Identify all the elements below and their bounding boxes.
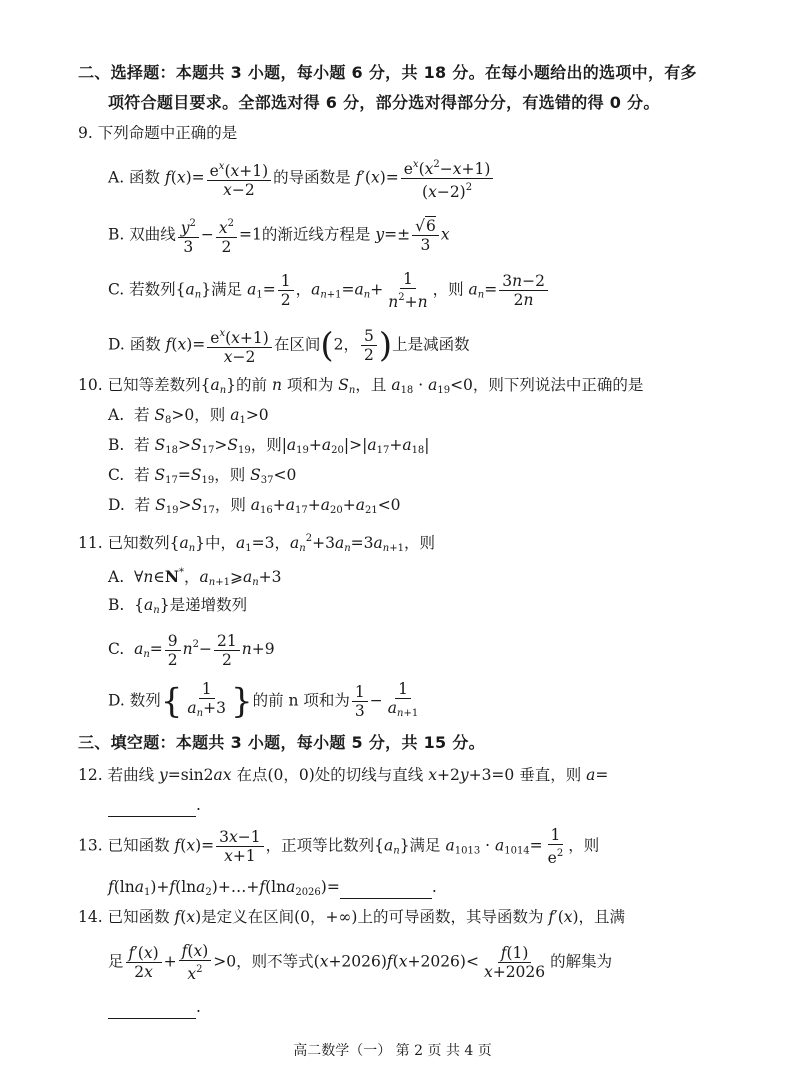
q9-b-mid: 的渐近线方程是 [261, 225, 371, 244]
q12-answer-line [108, 794, 201, 817]
q13-answer-blank[interactable] [340, 876, 432, 899]
q11-option-a: A. ∀n∈N*，$a_{n+1}⩾a_n+3$ [108, 567, 282, 588]
q14-answer-blank[interactable] [108, 996, 196, 1019]
q12-answer-blank[interactable] [108, 794, 196, 817]
q10-option-d: D. 若 $S_{19}>S_{17}$，则 $a_{16}+a_{17}+a_{20}+a_{21}<0$ [108, 496, 401, 516]
q13-line1: 13. 已知函数 f(x)= $\frac{3x-1}{x+1}$ ，正项等比数列$\{a_n\}$满足 $a_{1013} \cdot a_{1014}=$ $\frac{1}{e^2}$ ，则 [78, 826, 600, 867]
q9-option-a: A. 函数 f(x)= $\frac{e^x(x+1)}{x-2}$ 的导函数是 f′(x)= $\frac{e^x(x^2-x+1)}{(x-2)^2}$ [108, 156, 495, 201]
q9-option-d: D. 函数 f(x)= $\frac{e^x(x+1)}{x-2}$ 在区间(2， $\frac{5}{2}$ )上是减函数 [108, 325, 470, 366]
q11-option-b: B. $\{a_n\}$是递增数列 [108, 596, 248, 616]
q14-line2-label: 足 [108, 952, 124, 971]
q9-c-then: ，则 [432, 280, 464, 299]
q13-then: ，则 [568, 836, 600, 855]
q9-a-mid: 的导函数是 [273, 168, 351, 187]
q9-option-c: C. 若数列$\{a_n\}$满足 $a_1=$ $\frac{1}{2}$ ，$a_{n+1}=a_n+$ $\frac{1}{n^2+n}$ ，则 $a_n=$ $\frac{3n-2}{2n}$ [108, 270, 550, 315]
page-footer: 高二数学（一） 第 2 页 共 4 页 [293, 1043, 492, 1059]
q13-line2: f(lna$_1$)+f(lna$_2$)+…+f(lna$_{2026}$)= . [108, 878, 437, 898]
q9-b-label: B. 双曲线 [108, 225, 176, 244]
q14-end: . [196, 998, 201, 1016]
q11-c-label: C. [108, 640, 125, 658]
q9-c-mid: 满足 [211, 280, 243, 299]
q11-d-mid: 的前 n 项和为 [252, 691, 350, 710]
q13-end: . [431, 878, 437, 896]
q14-line2: 足 $\frac{f'(x)}{2x}$ + $\frac{f(x)}{x^2}$ >0，则不等式(x+2026)f(x+2026)< $\frac{f(1)}{x+2026}$ 的解集为 [108, 942, 613, 983]
q10-option-a: A. 若 $S_8>0$，则 $a_1>0$ [108, 406, 269, 426]
q9-d-label: D. 函数 [108, 335, 161, 354]
q11-d-label: D. 数列 [108, 691, 161, 710]
section2-line2: 项符合题目要求。全部选对得 6 分，部分选对得部分分，有选错的得 0 分。 [108, 93, 660, 112]
q14-line1: 14. 已知函数 f(x)是定义在区间(0，+∞)上的可导函数，其导函数为 f′(x)，且满 [78, 908, 626, 926]
q9-c-label: C. 若数列 [108, 280, 176, 299]
q12-text: 12. 若曲线 y=sin2ax 在点(0，0)处的切线与直线 x+2y+3=0 垂直，则 a= [78, 766, 609, 784]
q12-end: . [196, 796, 201, 814]
q10-option-c: C. 若 $S_{17}=S_{19}$，则 $S_{37}<0$ [108, 466, 297, 486]
q14-line2-end: 的解集为 [550, 952, 613, 971]
q11-option-d: D. 数列{ $\frac{1}{a_n+3}$ }的前 n 项和为 $\frac{1}{3}$ − $\frac{1}{a_{n+1}}$ [108, 680, 419, 722]
q11-stem: 11. 已知数列$\{a_n\}$中，$a_1=3$，$a_n^2+3a_n=3a_{n+1}$，则 [78, 533, 435, 554]
section2-line1: 二、选择题：本题共 3 小题，每小题 6 分，共 18 分。在每小题给出的选项中，有多 [78, 63, 697, 82]
q11-option-c: C. $a_n=$ $\frac{9}{2}$ $n^2-$ $\frac{21}{2}$ n+9 [108, 631, 275, 669]
q9-d-end: 上是减函数 [392, 335, 470, 354]
q9-stem: 9. 下列命题中正确的是 [78, 124, 238, 142]
q10-option-b: B. 若 $S_{18}>S_{17}>S_{19}$，则$|a_{19}+a_{20}|>|a_{17}+a_{18}|$ [108, 436, 430, 456]
q14-answer-line [108, 996, 201, 1019]
section3-heading: 三、填空题：本题共 3 小题，每小题 5 分，共 15 分。 [78, 733, 485, 752]
q9-option-b: B. 双曲线 $\frac{y^2}{3}$ − $\frac{x^2}{2}$ =1的渐近线方程是 y=± $\frac{√6}{3}$ x [108, 217, 450, 256]
q10-stem: 10. 已知等差数列$\{a_n\}$的前 n 项和为 $S_n$，且 $a_{18} \cdot a_{19}<0$，则下列说法中正确的是 [78, 376, 644, 396]
q9-a-label: A. 函数 [108, 168, 161, 187]
q9-d-mid: 在区间 [273, 335, 321, 354]
